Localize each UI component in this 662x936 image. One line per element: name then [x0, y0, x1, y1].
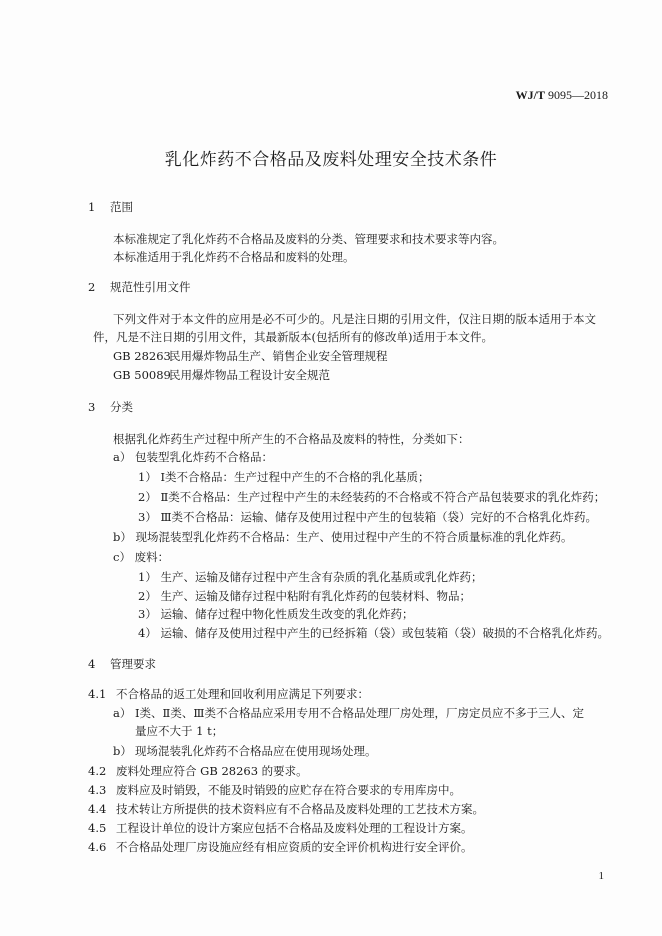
list-item-c-3: 3） 运输、储存过程中物化性质发生改变的乳化炸药；	[138, 607, 414, 621]
list-item-b: b） 现场混装型乳化炸药不合格品：生产、使用过程中产生的不符合质量标准的乳化炸药。	[113, 530, 573, 544]
list-item-a-1: 1） Ⅰ类不合格品：生产过程中产生的不合格的乳化基质；	[138, 470, 430, 484]
list-item-a-3: 3） Ⅲ类不合格品：运输、储存及使用过程中产生的包装箱（袋）完好的不合格乳化炸药。	[138, 510, 598, 524]
reference-2: GB 50089民用爆炸物品工程设计安全规范	[113, 368, 330, 382]
section-3-intro: 根据乳化炸药生产过程中所产生的不合格品及废料的特性，分类如下：	[113, 432, 470, 446]
standard-code: WJ/T 9095—2018	[515, 88, 608, 102]
clause-4-1-a-cont: 量应不大于 1 t；	[135, 724, 224, 738]
clause-4-6: 4.6 不合格品处理厂房设施应经有相应资质的安全评价机构进行安全评价。	[88, 840, 473, 854]
clause-4-2: 4.2 废料处理应符合 GB 28263 的要求。	[88, 764, 308, 778]
section-3-heading: 3 分类	[88, 400, 133, 414]
list-item-c-1: 1） 生产、运输及储存过程中产生含有杂质的乳化基质或乳化炸药；	[138, 570, 483, 584]
clause-4-5: 4.5 工程设计单位的设计方案应包括不合格品及废料处理的工程设计方案。	[88, 821, 473, 835]
list-item-a-2: 2） Ⅱ类不合格品：生产过程中产生的未经装药的不合格或不符合产品包装要求的乳化炸药；	[138, 490, 606, 504]
list-item-a: a） 包装型乳化炸药不合格品：	[113, 450, 274, 464]
list-item-c-4: 4） 运输、储存及使用过程中产生的已经拆箱（袋）或包装箱（袋）破损的不合格乳化炸药。	[138, 626, 609, 640]
list-item-c: c） 废料：	[113, 550, 170, 564]
clause-4-1: 4.1 不合格品的返工处理和回收利用应满足下列要求：	[88, 687, 369, 701]
section-1-para-1: 本标准规定了乳化炸药不合格品及废料的分类、管理要求和技术要求等内容。	[113, 232, 504, 246]
section-4-heading: 4 管理要求	[88, 657, 156, 671]
section-2-para-2: 件，凡是不注日期的引用文件，其最新版本(包括所有的修改单)适用于本文件。	[93, 330, 493, 344]
section-2-heading: 2 规范性引用文件	[88, 280, 191, 294]
section-1-para-2: 本标准适用于乳化炸药不合格品和废料的处理。	[113, 250, 355, 264]
section-1-heading: 1 范围	[88, 200, 133, 214]
document-title: 乳化炸药不合格品及废料处理安全技术条件	[164, 150, 498, 170]
clause-4-1-a: a） Ⅰ类、Ⅱ类、Ⅲ类不合格品应采用专用不合格品处理厂房处理，厂房定员应不多于三人、定	[113, 706, 584, 720]
reference-1: GB 28263民用爆炸物品生产、销售企业安全管理规程	[113, 349, 388, 363]
page-number: 1	[598, 870, 604, 882]
clause-4-3: 4.3 废料应及时销毁，不能及时销毁的应贮存在符合要求的专用库房中。	[88, 783, 461, 797]
section-2-para-1: 下列文件对于本文件的应用是必不可少的。凡是注日期的引用文件，仅注日期的版本适用于本文	[113, 312, 596, 326]
clause-4-1-b: b） 现场混装乳化炸药不合格品应在使用现场处理。	[113, 744, 377, 758]
clause-4-4: 4.4 技术转让方所提供的技术资料应有不合格品及废料处理的工艺技术方案。	[88, 802, 484, 816]
list-item-c-2: 2） 生产、运输及储存过程中粘附有乳化炸药的包装材料、物品；	[138, 589, 471, 603]
